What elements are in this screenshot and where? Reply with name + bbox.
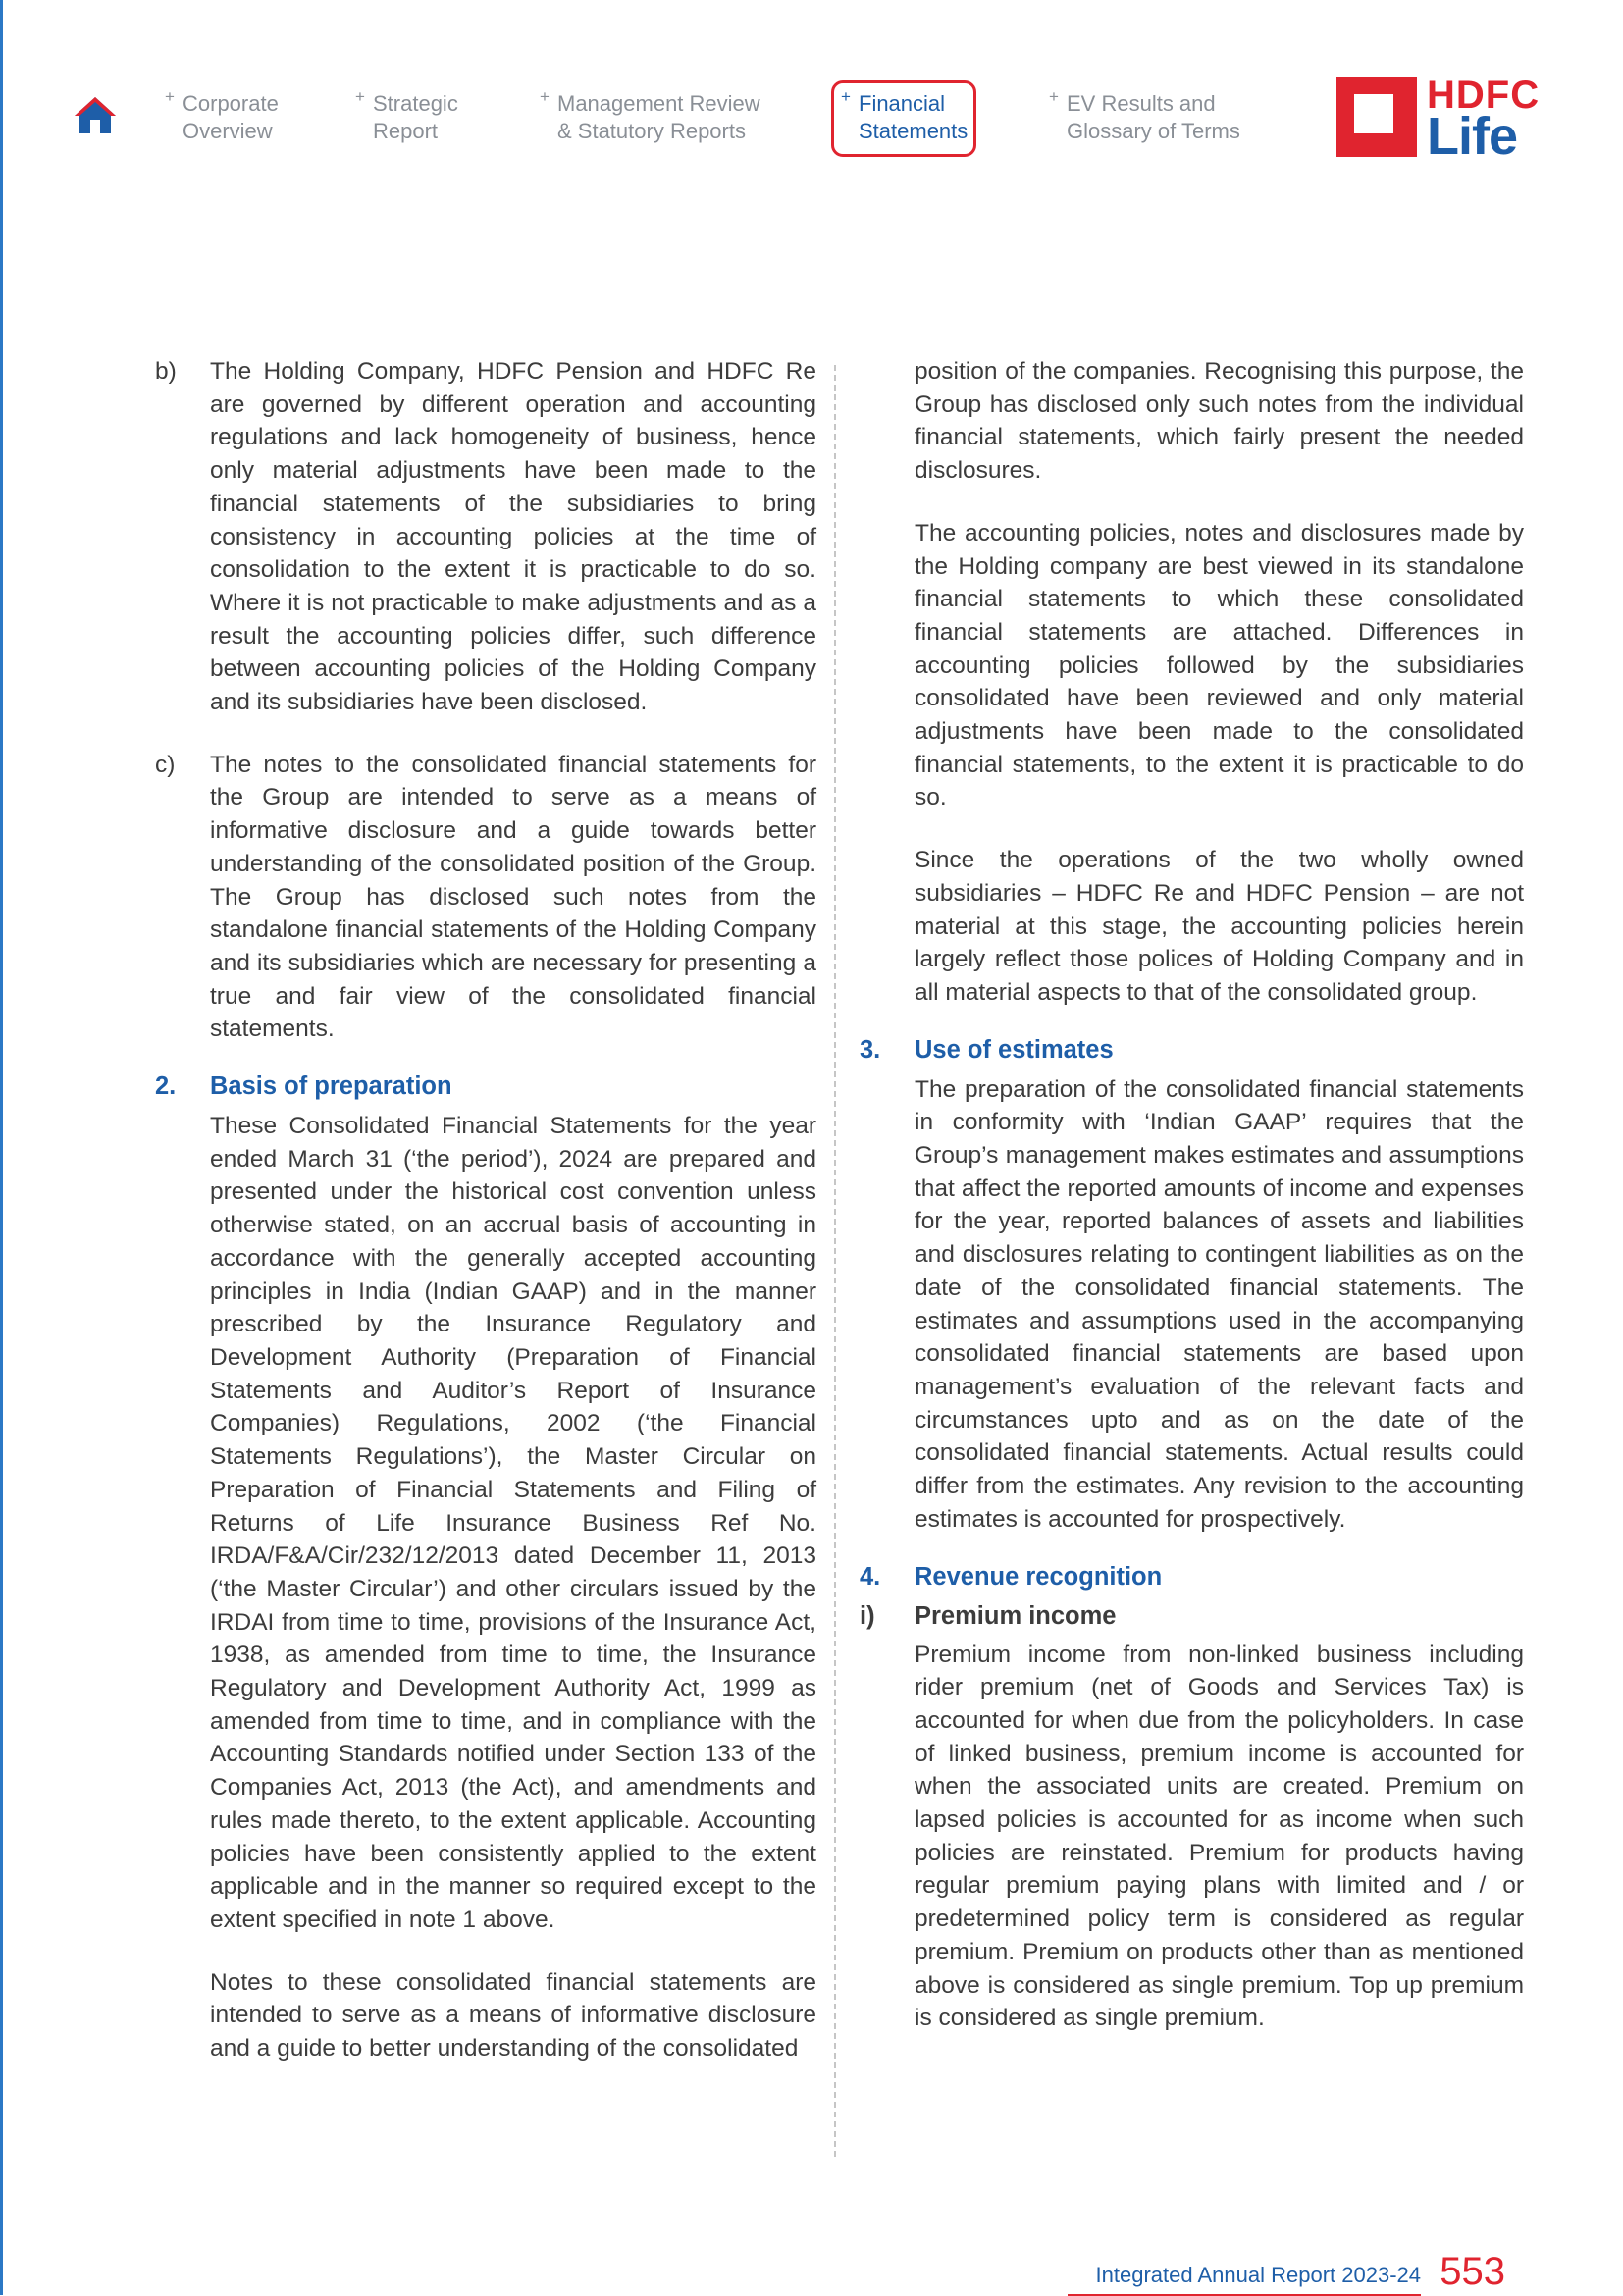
nav-label-line1: Strategic (373, 91, 458, 116)
list-marker: b) (155, 358, 177, 385)
subsection-marker: i) (860, 1601, 875, 1630)
section-title: Revenue recognition (915, 1562, 1163, 1591)
paragraph: The accounting policies, notes and disclosures made by the Holding company are best viewed in its standalone financial statements to which these consolidated financial statements are attached. Differences in accounting policies followed by the subsidiaries consolidated have been reviewed and only material adjustments have been made to the consolidated financial statements, to the extent it is practicable to do so. (915, 519, 1524, 811)
section-heading-basis-of-preparation (155, 1070, 816, 1103)
section-heading-use-of-estimates (860, 1033, 1524, 1067)
nav-label-line2: Statements (859, 119, 969, 143)
section-heading-revenue-recognition (860, 1560, 1524, 1593)
report-title: Integrated Annual Report 2023-24 (1095, 2263, 1421, 2287)
subsection-heading-premium-income (860, 1599, 1524, 1633)
paragraph: These Consolidated Financial Statements for the year ended March 31 (‘the period’), 2024 are prepared and presented under the historical cost convention unless otherwise stated, on an accrual basis of accounting in accordance with the generally accepted accounting principles in India (Indian GAAP) and in the manner prescribed by the Insurance Regulatory and Development Authority (Preparation of Financial Statements and Auditor’s Report of Insurance Companies) Regulations, 2002 (‘the Financial Statements Regulations’), the Master Circular on Preparation of Financial Statements and Filing of Returns of Life Insurance Business Ref No. IRDA/F&A/Cir/232/12/2013 dated December 11, 2013 (‘the Master Circular’) and other circulars issued by the IRDAI from time to time, provisions of the Insurance Act, 1938, as amended from time to time, the Insurance Regulatory and Development Authority Act, 1999 as amended from time to time, and in compliance with the Accounting Standards notified under Section 133 of the Companies Act, 2013 (the Act), and amendments and rules made thereto, to the extent applicable. Accounting policies have been consistently applied to the extent applicable and in the manner so required except to the extent specified in note 1 above. (210, 1113, 816, 1933)
nav-corporate-overview[interactable] (165, 87, 279, 145)
nav-management-review[interactable] (540, 87, 760, 145)
paragraph: The notes to the consolidated financial statements for the Group are intended to serve as a means of informative disclosure and a guide towards better understanding of the consolidated position of the Group. The Group has disclosed such notes from the standalone financial statements of the Holding Company and its subsidiaries which are necessary for presenting a true and fair view of the consolidated financial statements. (210, 751, 816, 1043)
section-number: 3. (860, 1035, 881, 1064)
list-item-c (155, 749, 816, 1046)
paragraph: position of the companies. Recognising this purpose, the Group has disclosed only such notes from the individual financial statements, which fairly present the needed disclosures. (915, 358, 1524, 485)
subsection-title: Premium income (915, 1601, 1117, 1630)
logo-mark (1336, 77, 1417, 157)
list-item-b (155, 355, 816, 719)
left-column (155, 355, 816, 2065)
nav-ev-results[interactable] (1049, 87, 1240, 145)
section-title: Use of estimates (915, 1035, 1114, 1064)
paragraph: The preparation of the consolidated financial statements in conformity with ‘Indian GAAP’ requires that the Group’s management makes estimates and assumptions that affect the reported amounts of income and expenses for the year, reported balances of assets and liabilities and disclosures relating to contingent liabilities as on the date of the consolidated financial statements. The estimates and assumptions used in the accompanying consolidated financial statements are based upon management’s evaluation of the relevant facts and circumstances upto and as on the date of the consolidated financial statements. Actual results could differ from the estimates. Any revision to the accounting estimates is accounted for prospectively. (915, 1075, 1524, 1533)
nav-label-line2: & Statutory Reports (557, 119, 746, 143)
list-marker: c) (155, 751, 176, 778)
section-number: 2. (155, 1072, 177, 1101)
nav-financial-statements[interactable] (841, 87, 969, 145)
column-divider (834, 365, 836, 2157)
paragraph: Notes to these consolidated financial statements are intended to serve as a means of informative disclosure and a guide to better understanding of the consolidated (210, 1968, 816, 2062)
page-edge-rule (0, 0, 3, 2295)
home-icon[interactable] (73, 94, 118, 137)
plus-icon: + (540, 87, 550, 106)
right-column (860, 355, 1524, 2035)
paragraph: The Holding Company, HDFC Pension and HDFC Re are governed by different operation and accounting regulations and lack homogeneity of business, hence only material adjustments have been made to the financial statements of the subsidiaries to bring consistency in accounting policies at the time of consolidation to the extent it is practicable to do so. Where it is not practicable to make adjustments and as a result the accounting policies differ, such difference between accounting policies of the Holding Company and its subsidiaries have been disclosed. (210, 358, 816, 716)
nav-label-line1: Management Review (557, 91, 760, 116)
nav-label-line1: EV Results and (1067, 91, 1216, 116)
plus-icon: + (1049, 87, 1059, 106)
logo-text-bottom: Life (1427, 107, 1518, 166)
paragraph: Premium income from non-linked business including rider premium (net of Goods and Services Tax) is accounted for when due from the policyholders. In case of linked business, premium income is accounted for when the associated units are created. Premium on lapsed policies is accounted for as income when such policies are reinstated. Premium for products having regular premium paying plans with limited and / or predetermined policy term is considered as regular premium. Premium on products other than as mentioned above is considered as single premium. Top up premium is considered as single premium. (915, 1641, 1524, 2032)
logo-text-top: HDFC (1427, 74, 1541, 117)
page-number: 553 (1440, 2250, 1505, 2293)
nav-label-line2: Glossary of Terms (1067, 119, 1240, 143)
nav-label-line2: Report (373, 119, 439, 143)
section-title: Basis of preparation (210, 1072, 452, 1101)
section-number: 4. (860, 1562, 881, 1591)
plus-icon: + (165, 87, 175, 106)
paragraph: Since the operations of the two wholly owned subsidiaries – HDFC Re and HDFC Pension – are not material at this stage, the accounting policies herein largely reflect those polices of Holding Company and in all material aspects to that of the consolidated group. (915, 847, 1524, 1006)
hdfc-life-logo (1336, 74, 1541, 166)
nav-label-line1: Corporate (183, 91, 279, 116)
nav-label-line2: Overview (183, 119, 273, 143)
plus-icon: + (841, 87, 851, 106)
nav-label-line1: Financial (859, 91, 946, 116)
nav-strategic-report[interactable] (355, 87, 458, 145)
plus-icon: + (355, 87, 365, 106)
